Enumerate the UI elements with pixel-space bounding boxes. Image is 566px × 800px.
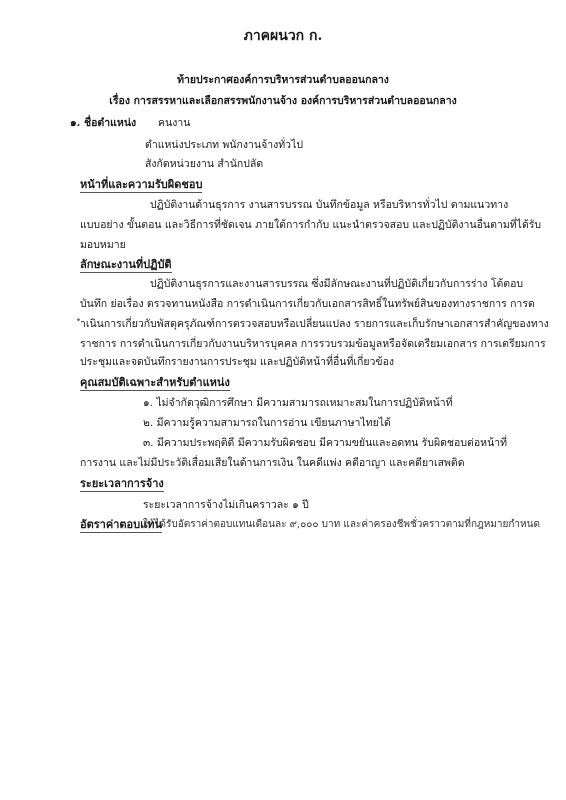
qualification-item-2: ๒. มีความรู้ความสามารถในการอ่าน เขียนภาษาไทยได้ xyxy=(143,417,391,429)
qualification-item-3-cont: การงาน และไม่มีประวัติเสื่อมเสียในด้านการเงิน ในคดีแพ่ง คดีอาญา และคดียาเสพติด xyxy=(80,457,465,469)
duties-line-3: มอบหมาย xyxy=(80,239,126,251)
qualifications-heading: คุณสมบัติเฉพาะสำหรับตำแหน่ง xyxy=(80,376,230,389)
position-type: ตำแหน่งประเภท พนักงานจ้างทั่วไป xyxy=(145,139,304,151)
position-unit: สังกัดหน่วยงาน สำนักปลัด xyxy=(145,158,264,170)
nature-line-4: ราชการ การดำเนินการเกี่ยวกับงานบริหารบุคคล การรวบรวมข้อมูลหรือจัดเตรียมเอกสาร การเตรียมการ xyxy=(80,338,546,350)
position-label: ๑. ชื่อตำแหน่ง xyxy=(70,117,137,129)
period-heading: ระยะเวลาการจ้าง xyxy=(80,477,164,490)
nature-line-3: ำเนินการเกี่ยวกับพัสดุครุภัณฑ์การตรวจสอบหรือเปลี่ยนแปลง รายการและเก็บรักษาเอกสารสำคัญของทาง xyxy=(80,318,549,330)
qualification-item-3: ๓. มีความประพฤติดี มีความรับผิดชอบ มีความขยันและอดทน รับผิดชอบต่อหน้าที่ xyxy=(143,437,508,449)
nature-line-1: ปฏิบัติงานธุรการและงานสารบรรณ ซึ่งมีลักษณะงานที่ปฏิบัติเกี่ยวกับการร่าง โต้ตอบ xyxy=(150,278,524,290)
pay-text: ให้ได้รับอัตราค่าตอบแทนเดือนละ ๙,๐๐๐ บาท และค่าครองชีพชั่วคราวตามที่กฎหมายกำหนด xyxy=(143,519,540,530)
subtitle-announcement: ท้ายประกาศองค์การบริหารส่วนตำบลออนกลาง xyxy=(177,74,389,86)
period-text: ระยะเวลาการจ้างไม่เกินคราวละ ๑ ปี xyxy=(143,499,309,511)
duties-line-1: ปฏิบัติงานด้านธุรการ งานสารบรรณ บันทึกข้อมูล หรือบริหารทั่วไป ตามแนวทาง xyxy=(150,199,509,211)
nature-line-5: ประชุมและจดบันทึกรายงานการประชุม และปฏิบัติหน้าที่อื่นที่เกี่ยวข้อง xyxy=(80,356,395,368)
duties-line-2: แบบอย่าง ขั้นตอน และวิธีการที่ชัดเจน ภายใต้การกำกับ แนะนำตรวจสอบ และปฏิบัติงานอื่นตามที่ได้รับ xyxy=(80,219,542,231)
pay-heading: อัตราค่าตอบแทน xyxy=(80,518,162,531)
nature-heading: ลักษณะงานที่ปฏิบัติ xyxy=(80,258,172,271)
position-value: คนงาน xyxy=(158,117,191,129)
subtitle-subject: เรื่อง การสรรหาและเลือกสรรพนักงานจ้าง องค์การบริหารส่วนตำบลออนกลาง xyxy=(109,95,457,107)
nature-line-2: บันทึก ย่อเรื่อง ตรวจทานหนังสือ การดำเนินการเกี่ยวกับเอกสารสิทธิ์ในทรัพย์สินของทางราชการ การด xyxy=(80,298,535,310)
annex-title: ภาคผนวก ก. xyxy=(243,28,323,44)
qualification-item-1: ๑. ไม่จำกัดวุฒิการศึกษา มีความสามารถเหมาะสมในการปฏิบัติหน้าที่ xyxy=(143,397,453,409)
duties-heading: หน้าที่และความรับผิดชอบ xyxy=(80,178,203,191)
